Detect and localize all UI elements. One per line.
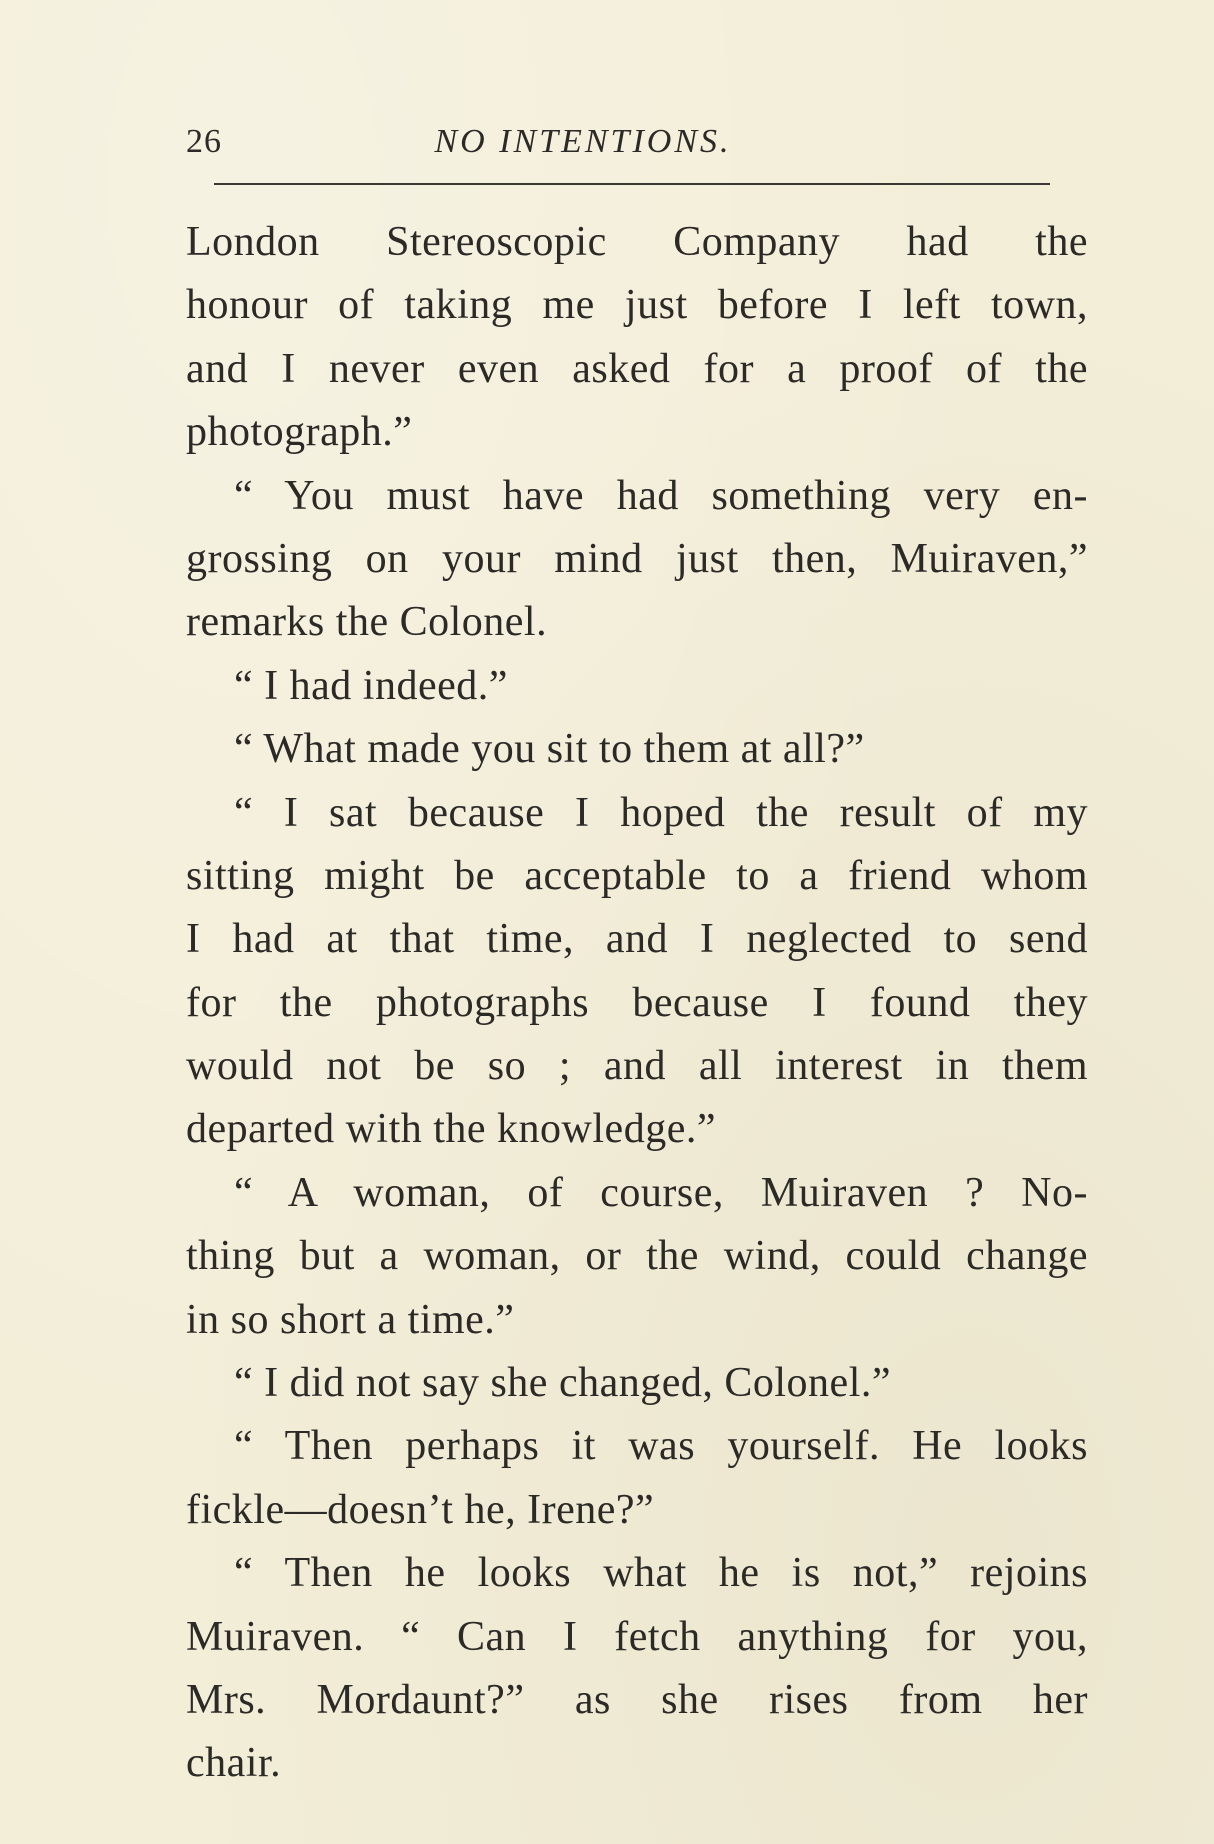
page-header bbox=[186, 122, 1050, 162]
text-line: “ What made you sit to them at all?” bbox=[234, 726, 865, 773]
page-number: 26 bbox=[186, 123, 222, 160]
text-line: Muiraven. “ Can I fetch anything for you, bbox=[186, 1613, 1088, 1660]
text-line: “ Then he looks what he is not,” rejoins bbox=[234, 1550, 1088, 1597]
text-line: grossing on your mind just then, Muiraven,” bbox=[186, 535, 1088, 582]
text-line: remarks the Colonel. bbox=[186, 599, 548, 646]
text-line: “ I had indeed.” bbox=[234, 662, 508, 709]
text-line: “ I sat because I hoped the result of my bbox=[234, 789, 1088, 836]
header-rule bbox=[214, 183, 1050, 185]
text-line: London Stereoscopic Company had the bbox=[186, 219, 1088, 265]
text-line: thing but a woman, or the wind, could change bbox=[186, 1233, 1088, 1280]
text-line: “ A woman, of course, Muiraven ? No- bbox=[234, 1169, 1088, 1216]
text-line: photograph.” bbox=[186, 409, 413, 456]
text-line: honour of taking me just before I left town, bbox=[186, 282, 1088, 329]
text-line: and I never even asked for a proof of the bbox=[186, 345, 1088, 392]
text-line: “ Then perhaps it was yourself. He looks bbox=[234, 1423, 1088, 1470]
text-line: I had at that time, and I neglected to send bbox=[186, 916, 1088, 963]
text-line: fickle—doesn’t he, Irene?” bbox=[186, 1486, 655, 1533]
text-line: in so short a time.” bbox=[186, 1296, 515, 1343]
text-line: chair. bbox=[186, 1740, 282, 1787]
text-line: would not be so ; and all interest in them bbox=[186, 1043, 1088, 1090]
running-title: NO INTENTIONS. bbox=[434, 123, 732, 160]
text-line: Mrs. Mordaunt?” as she rises from her bbox=[186, 1676, 1088, 1723]
text-line: for the photographs because I found they bbox=[186, 979, 1088, 1026]
text-line: sitting might be acceptable to a friend whom bbox=[186, 852, 1088, 899]
text-line: “ I did not say she changed, Colonel.” bbox=[234, 1360, 891, 1407]
body-text bbox=[186, 211, 1088, 1796]
text-line: departed with the knowledge.” bbox=[186, 1106, 716, 1153]
text-line: “ You must have had something very en- bbox=[234, 472, 1088, 519]
